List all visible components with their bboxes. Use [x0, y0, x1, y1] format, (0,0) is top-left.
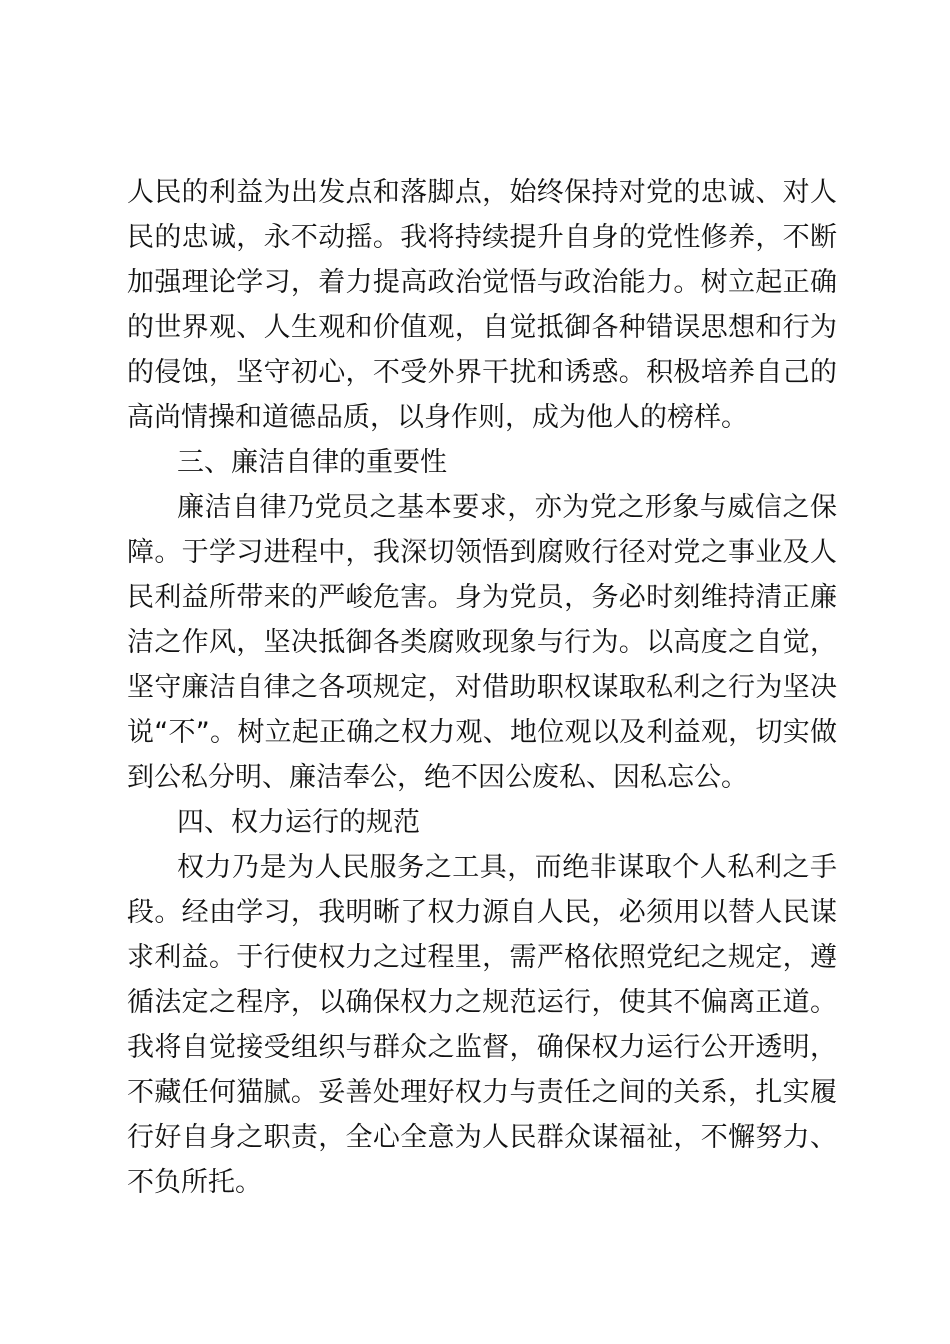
- paragraph-integrity: 廉洁自律乃党员之基本要求，亦为党之形象与威信之保障。于学习进程中，我深切领悟到腐败行径对党之事业及人民利益所带来的严峻危害。身为党员，务必时刻维持清正廉洁之作风，坚决抵御各类腐败现象与行为。以高度之自觉，坚守廉洁自律之各项规定，对借助职权谋取私利之行为坚决说“不”。树立起正确之权力观、地位观以及利益观，切实做到公私分明、廉洁奉公，绝不因公废私、因私忘公。: [127, 492, 837, 793]
- section-heading-4: 四、权力运行的规范: [177, 807, 420, 838]
- paragraph-continued: 人民的利益为出发点和落脚点，始终保持对党的忠诚、对人民的忠诚，永不动摇。我将持续提升自身的党性修养，不断加强理论学习，着力提高政治觉悟与政治能力。树立起正确的世界观、人生观和价值观，自觉抵御各种错误思想和行为的侵蚀，坚守初心，不受外界干扰和诱惑。积极培养自己的高尚情操和道德品质，以身作则，成为他人的榜样。: [127, 177, 837, 433]
- section-heading-3: 三、廉洁自律的重要性: [177, 447, 447, 478]
- document-body: [127, 170, 837, 1205]
- paragraph-power: 权力乃是为人民服务之工具，而绝非谋取个人私利之手段。经由学习，我明晰了权力源自人民，必须用以替人民谋求利益。于行使权力之过程里，需严格依照党纪之规定，遵循法定之程序，以确保权力之规范运行，使其不偏离正道。我将自觉接受组织与群众之监督，确保权力运行公开透明，不藏任何猫腻。妥善处理好权力与责任之间的关系，扎实履行好自身之职责，全心全意为人民群众谋福祉，不懈努力、不负所托。: [127, 852, 837, 1198]
